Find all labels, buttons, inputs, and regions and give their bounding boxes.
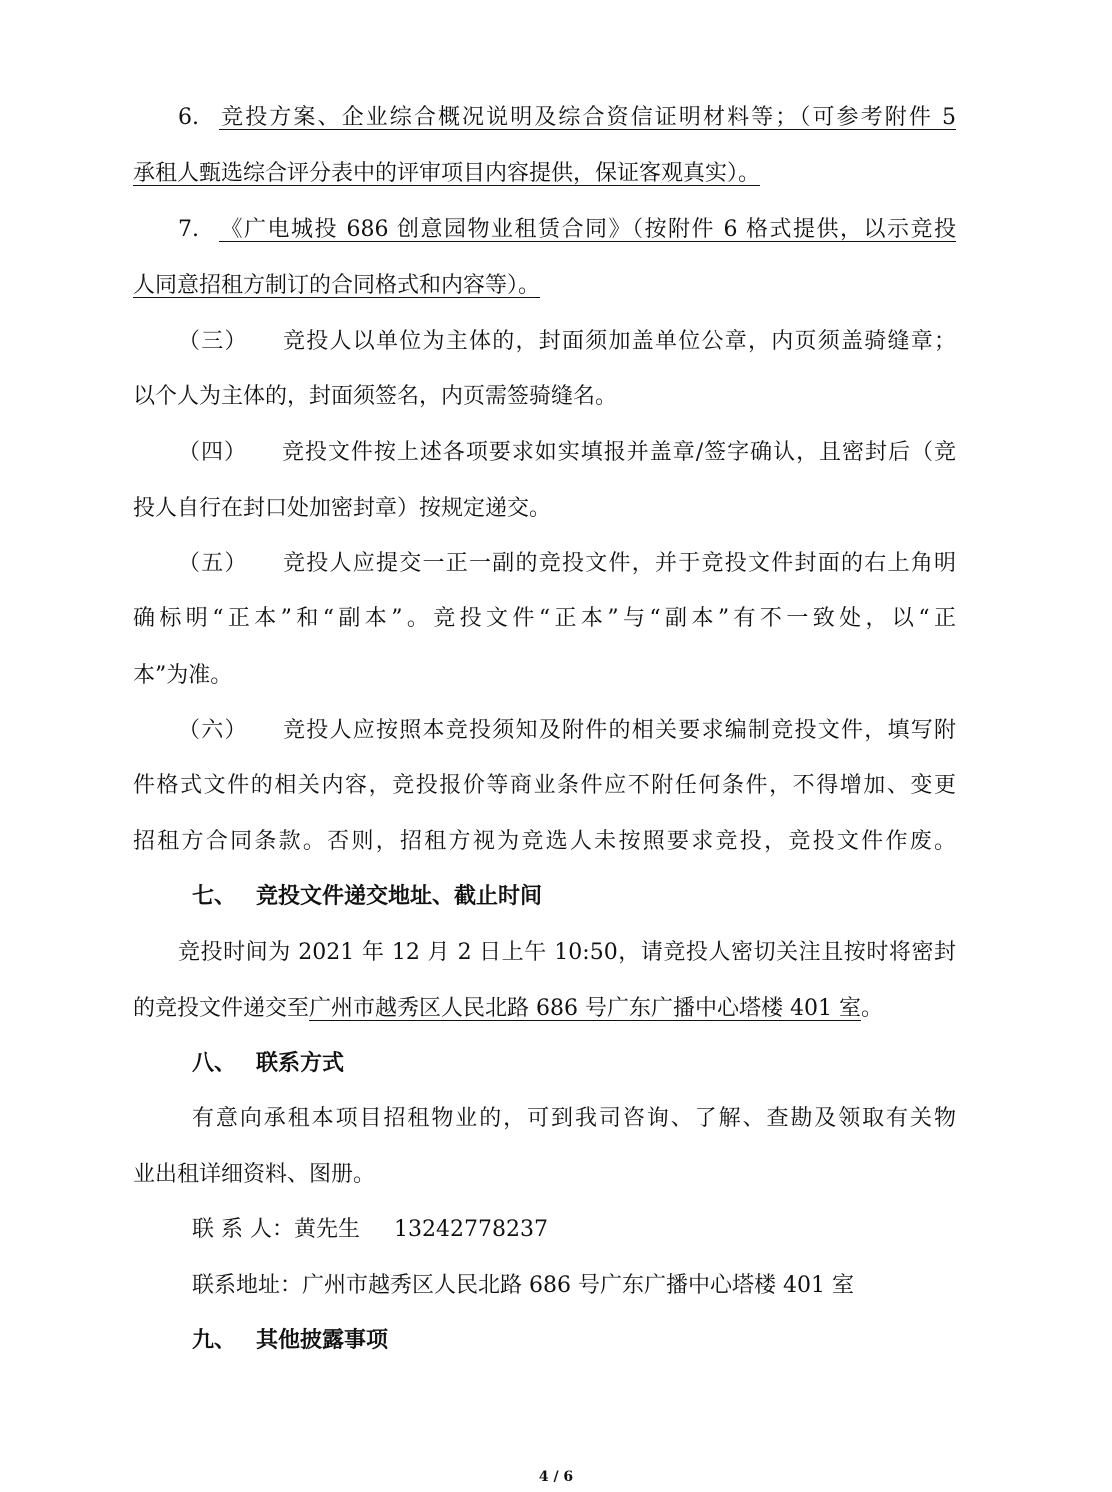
submission-address: 广州市越秀区人民北路 686 号广东广播中心塔楼 401 室 [309, 996, 861, 1021]
contact-person-line [192, 1215, 892, 1245]
item-6-text: 竞投方案、企业综合概况说明及综合资信证明材料等；（可参考附件 5 [219, 105, 956, 130]
section-9-number: 九、 [192, 1328, 237, 1353]
clause-5-text: 竞投人应提交一正一副的竞投文件，并于竞投文件封面的右上角明 [281, 551, 956, 576]
clause-4-line-1 [178, 438, 956, 468]
section-9-heading [192, 1326, 388, 1356]
item-7-text-cont: 人同意招租方制订的合同格式和内容等）。 [133, 273, 541, 298]
clause-6-line-2: 件格式文件的相关内容，竞投报价等商业条件应不附任何条件，不得增加、变更 [133, 773, 956, 798]
clause-6-text: 竞投人应按照本竞投须知及附件的相关要求编制竞投文件，填写附 [281, 718, 956, 743]
section-9-title: 其他披露事项 [256, 1328, 389, 1353]
section-7-number: 七、 [192, 884, 237, 909]
item-7-text: 《广电城投 686 创意园物业租赁合同》（按附件 6 格式提供，以示竞投 [219, 217, 956, 242]
contact-person: 联 系 人：黄先生 [192, 1217, 360, 1242]
clause-5-line-1 [178, 549, 956, 579]
clause-3-line-2: 以个人为主体的，封面须签名，内页需签骑缝名。 [133, 384, 618, 409]
item-6-line-1 [178, 103, 956, 133]
clause-5-line-3: 本”为准。 [133, 663, 233, 688]
section-7-line-2-prefix: 的竞投文件递交至 [133, 996, 310, 1021]
clause-3-line-1 [178, 327, 956, 357]
clause-4-line-2: 投人自行在封口处加密封章）按规定递交。 [133, 496, 552, 521]
item-6-line-2 [133, 159, 956, 189]
section-7-line-2 [133, 994, 956, 1024]
section-8-heading [192, 1049, 344, 1079]
contact-address-line: 联系地址：广州市越秀区人民北路 686 号广东广播中心塔楼 401 室 [192, 1273, 854, 1298]
clause-6-label: （六） [178, 718, 248, 743]
clause-3-text: 竞投人以单位为主体的，封面须加盖单位公章，内页须盖骑缝章； [281, 329, 956, 354]
clause-5-line-2: 确标明“正本”和“副本”。竞投文件“正本”与“副本”有不一致处，以“正 [133, 606, 956, 631]
clause-4-label: （四） [178, 440, 247, 465]
section-7-heading [192, 882, 542, 912]
clause-6-line-3: 招租方合同条款。否则，招租方视为竞选人未按照要求竞投，竞投文件作废。 [133, 829, 956, 854]
section-8-title: 联系方式 [256, 1051, 345, 1076]
item-7-line-2 [133, 271, 956, 301]
section-8-line-1: 有意向承租本项目招租物业的，可到我司咨询、了解、查勘及领取有关物 [192, 1106, 956, 1131]
item-7-number: 7. [178, 217, 199, 242]
section-7-line-1: 竞投时间为 2021 年 12 月 2 日上午 10:50，请竞投人密切关注且按时将密封 [178, 940, 956, 965]
section-7-title: 竞投文件递交地址、截止时间 [256, 884, 543, 909]
section-8-line-2: 业出租详细资料、图册。 [133, 1162, 376, 1187]
clause-5-label: （五） [178, 551, 248, 576]
item-7-line-1 [178, 215, 956, 245]
section-8-number: 八、 [192, 1051, 237, 1076]
item-6-text-cont: 承租人甄选综合评分表中的评审项目内容提供，保证客观真实）。 [133, 161, 761, 186]
section-7-line-2-suffix: 。 [860, 996, 883, 1021]
clause-3-label: （三） [178, 329, 248, 354]
clause-4-text: 竞投文件按上述各项要求如实填报并盖章/签字确认，且密封后（竞 [280, 440, 956, 465]
item-6-number: 6. [178, 105, 199, 130]
page-number: 4 / 6 [538, 1469, 574, 1485]
contact-phone: 13242778237 [394, 1217, 548, 1242]
clause-6-line-1 [178, 716, 956, 746]
